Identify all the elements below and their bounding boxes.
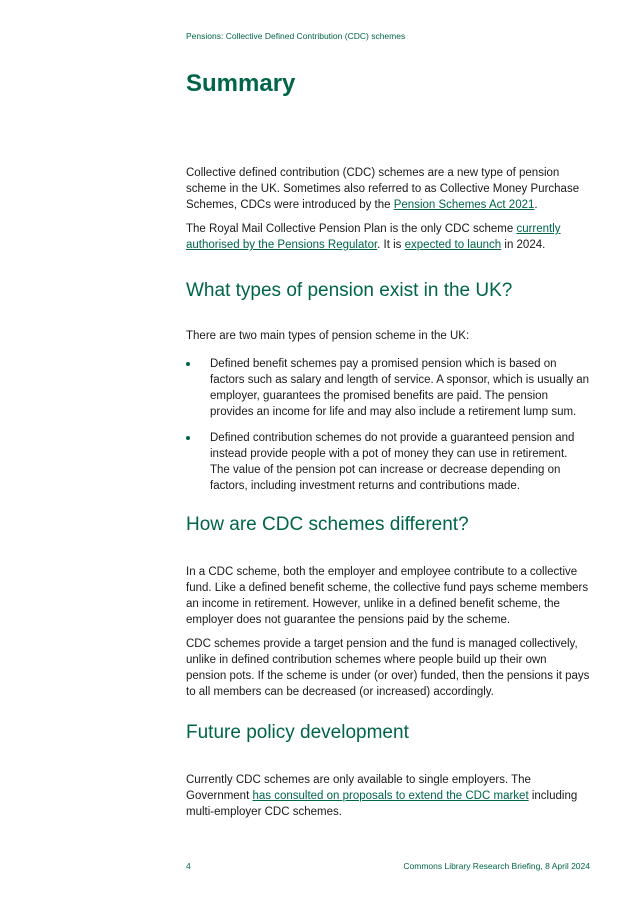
future-paragraph-1: Currently CDC schemes are only available to single employers. The Government has consulted on proposals to extend the CDC market including multi-employer CDC schemes.: [186, 774, 578, 818]
types-intro: There are two main types of pension scheme in the UK:: [186, 330, 470, 342]
pension-schemes-act-link[interactable]: Pension Schemes Act 2021: [393, 199, 535, 211]
different-paragraph-1: In a CDC scheme, both the employer and employee contribute to a collective fund. Like a defined benefit scheme, the collective fund pays scheme members an income in retirement. However, unlike in a defined benefit scheme, the employer does not guarantee the pensions paid by the scheme.: [186, 566, 589, 626]
consultation-link[interactable]: has consulted on proposals to extend the CDC market: [252, 790, 529, 802]
section-heading-different: How are CDC schemes different?: [186, 514, 469, 535]
footer-source: Commons Library Research Briefing, 8 April 2024: [403, 861, 590, 871]
different-paragraph-2: CDC schemes provide a target pension and the fund is managed collectively, unlike in defined contribution schemes where people build up their own pension pots. If the scheme is under (or over) funded, then the pensions it pays to all members can be decreased (or increased) accordingly.: [186, 638, 590, 698]
list-item: Defined benefit schemes pay a promised pension which is based on factors such as salary and length of service. A sponsor, which is usually an employer, guarantees the promised benefits are paid. The pension provides an income for life and may also include a retirement lump sum.: [186, 356, 590, 420]
section-heading-types: What types of pension exist in the UK?: [186, 280, 513, 301]
list-item: Defined contribution schemes do not provide a guaranteed pension and instead provide people with a pot of money they can use in retirement. The value of the pension pot can increase or decrease depending on factors, including investment returns and contributions made.: [186, 430, 590, 494]
summary-paragraph-1: Collective defined contribution (CDC) schemes are a new type of pension scheme in the UK. Sometimes also referred to as Collective Money Purchase Schemes, CDCs were introduced by the Pension Schemes Act 2021.: [186, 167, 580, 211]
bullet-icon: [186, 362, 190, 366]
pension-types-list: [186, 356, 590, 494]
summary-title: Summary: [186, 70, 296, 97]
authorised-by-regulator-link[interactable]: currently authorised by the Pensions Regulator: [186, 223, 561, 251]
summary-paragraph-2: The Royal Mail Collective Pension Plan is the only CDC scheme currently authorised by the Pensions Regulator. It is expected to launch in 2024.: [186, 223, 561, 251]
page-number: 4: [186, 861, 191, 871]
section-heading-future: Future policy development: [186, 722, 409, 743]
bullet-icon: [186, 436, 190, 440]
expected-to-launch-link[interactable]: expected to launch: [404, 239, 502, 251]
running-header: Pensions: Collective Defined Contribution (CDC) schemes: [186, 31, 406, 41]
